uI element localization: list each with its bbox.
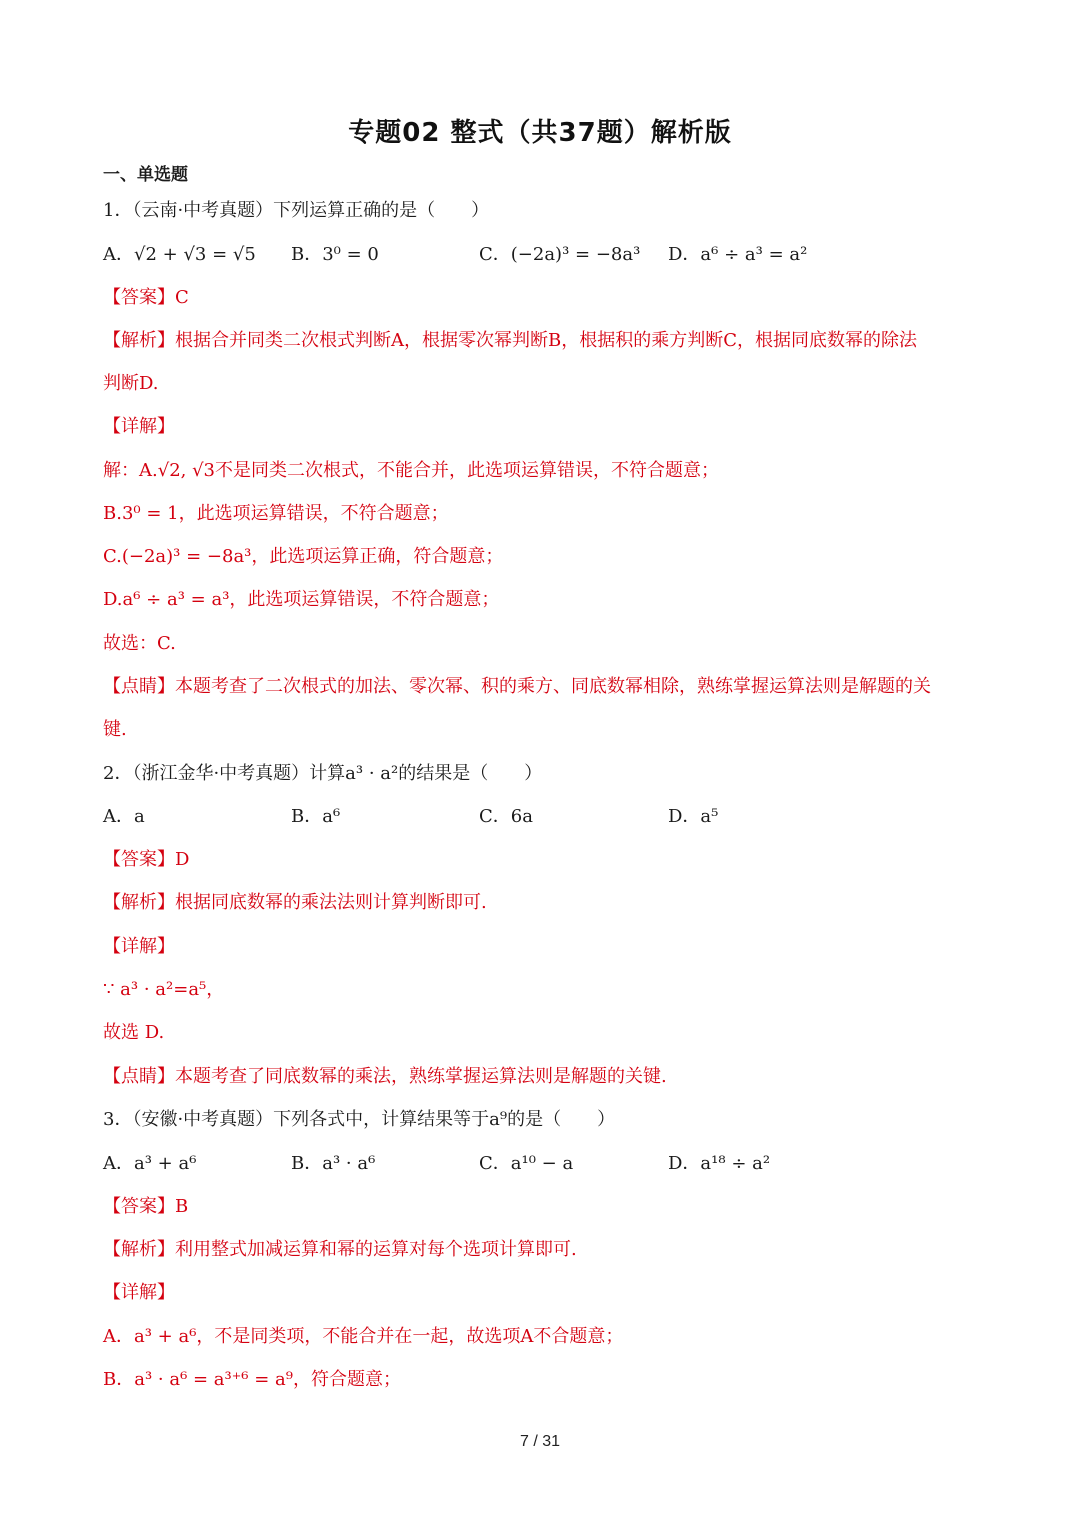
q3-detail-b: B．a³ · a⁶ = a³⁺⁶ = a⁹，符合题意；: [103, 1369, 401, 1390]
q1-comment-line-1: 【点睛】本题考查了二次根式的加法、零次幂、积的乘方、同底数幂相除，熟练掌握运算法则是解题的关: [103, 676, 931, 697]
q2-answer: 【答案】D: [103, 849, 190, 870]
q2-option-b: B．a⁶: [291, 806, 341, 827]
question-3-stem: 3．（安徽·中考真题）下列各式中，计算结果等于a⁹的是（ ）: [103, 1109, 616, 1130]
q1-detail-b: B.3⁰ = 1，此选项运算错误，不符合题意；: [103, 503, 449, 524]
page-title: 专题02 整式（共37题）解析版: [348, 118, 732, 148]
q3-detail-heading: 【详解】: [103, 1282, 175, 1303]
q1-option-d: D．a⁶ ÷ a³ = a²: [668, 244, 808, 265]
q3-answer: 【答案】B: [103, 1196, 189, 1217]
q1-analysis-line-1: 【解析】根据合并同类二次根式判断A，根据零次幂判断B，根据积的乘方判断C，根据同底数幂的除法: [103, 330, 917, 351]
q1-comment-line-2: 键.: [103, 719, 127, 740]
q2-analysis: 【解析】根据同底数幂的乘法法则计算判断即可.: [103, 892, 487, 913]
q1-analysis-line-2: 判断D.: [103, 373, 159, 394]
q1-detail-c: C.(−2a)³ = −8a³，此选项运算正确，符合题意；: [103, 546, 504, 567]
q2-conclusion: 故选 D.: [103, 1022, 165, 1043]
section-heading: 一、单选题: [103, 165, 188, 185]
q1-answer: 【答案】C: [103, 287, 189, 308]
q1-detail-a: 解：A.√2, √3不是同类二次根式，不能合并，此选项运算错误，不符合题意；: [103, 460, 720, 481]
q1-option-b: B．3⁰ = 0: [291, 244, 379, 265]
q1-detail-heading: 【详解】: [103, 416, 175, 437]
question-2-stem: 2．（浙江金华·中考真题）计算a³ · a²的结果是（ ）: [103, 763, 543, 784]
q2-option-d: D．a⁵: [668, 806, 719, 827]
q1-conclusion: 故选：C.: [103, 633, 176, 654]
q2-option-c: C．6a: [479, 806, 533, 827]
q3-option-b: B．a³ · a⁶: [291, 1153, 376, 1174]
q3-option-d: D．a¹⁸ ÷ a²: [668, 1153, 771, 1174]
q1-option-c: C．(−2a)³ = −8a³: [479, 244, 641, 265]
question-1-stem: 1．（云南·中考真题）下列运算正确的是（ ）: [103, 200, 490, 221]
q3-detail-a: A．a³ + a⁶，不是同类项，不能合并在一起，故选项A不合题意；: [103, 1326, 624, 1347]
page-number: 7 / 31: [519, 1433, 561, 1450]
q2-option-a: A．a: [103, 806, 145, 827]
q3-option-c: C．a¹⁰ − a: [479, 1153, 574, 1174]
q1-detail-d: D.a⁶ ÷ a³ = a³，此选项运算错误，不符合题意；: [103, 589, 500, 610]
q2-detail-heading: 【详解】: [103, 936, 175, 957]
q3-option-a: A．a³ + a⁶: [103, 1153, 197, 1174]
q3-analysis: 【解析】利用整式加减运算和幂的运算对每个选项计算即可.: [103, 1239, 577, 1260]
q2-detail-1: ∵ a³ · a²=a⁵，: [103, 979, 225, 1000]
q2-comment: 【点睛】本题考查了同底数幂的乘法，熟练掌握运算法则是解题的关键.: [103, 1066, 667, 1087]
q1-option-a: A．√2 + √3 = √5: [103, 244, 256, 265]
